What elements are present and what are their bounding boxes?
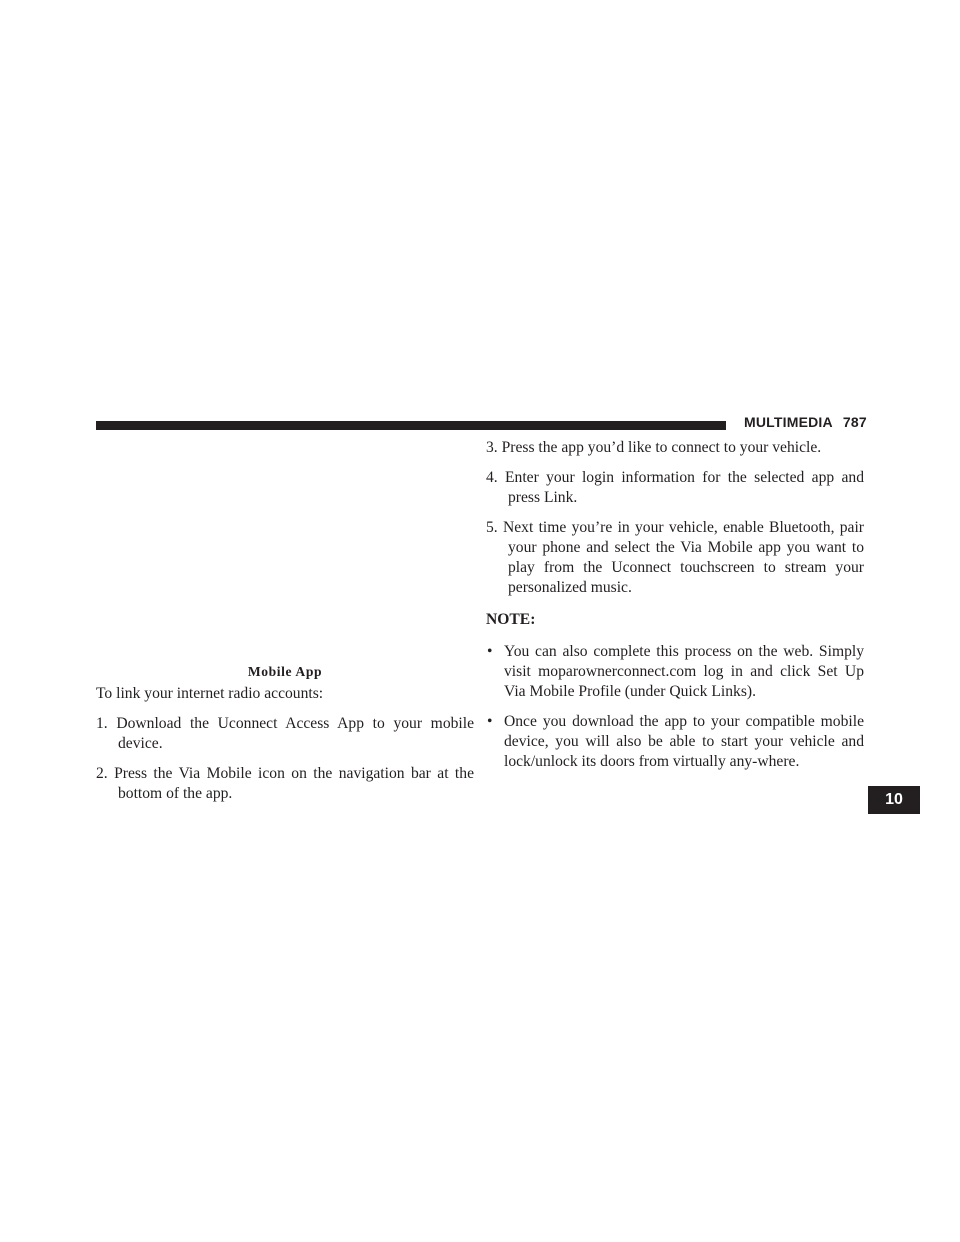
steps-list-left: [96, 714, 474, 804]
step-item: 3. Press the app you’d like to connect to your vehicle.: [486, 439, 822, 456]
bullet-icon: •: [487, 643, 493, 660]
figure-image: [96, 450, 474, 658]
right-column: [486, 438, 864, 782]
running-header: [744, 414, 867, 430]
note-bullet-item: [487, 712, 864, 772]
figure-caption: Mobile App: [247, 664, 323, 679]
step-item: 1. Download the Uconnect Access App to your mobile device.: [96, 715, 474, 752]
step-item: 2. Press the Via Mobile icon on the navigation bar at the bottom of the app.: [96, 765, 474, 802]
intro-text: To link your internet radio accounts:: [96, 685, 324, 702]
steps-list-right: [486, 438, 864, 598]
page-number: 787: [842, 414, 867, 430]
left-column: [96, 684, 474, 814]
section-title: MULTIMEDIA: [744, 414, 833, 430]
header-rule: [96, 421, 726, 430]
note-bullet-item: [487, 642, 864, 702]
note-bullets: [486, 642, 864, 772]
step-item: 4. Enter your login information for the selected app and press Link.: [486, 469, 864, 506]
chapter-tab: 10: [868, 786, 920, 814]
step-item: 5. Next time you’re in your vehicle, enable Bluetooth, pair your phone and select the Via Mobile app you want to play from the Uconnect touchscreen to stream your personalized music.: [486, 519, 864, 596]
note-bullet-text: Once you download the app to your compatible mobile device, you will also be able to start your vehicle and lock/unlock its doors from virtually any-where.: [504, 713, 864, 770]
note-heading: NOTE:: [486, 611, 536, 628]
note-bullet-text: You can also complete this process on the web. Simply visit moparownerconnect.com log in and click Set Up Via Mobile Profile (under Quick Links).: [504, 643, 864, 700]
bullet-icon: •: [487, 713, 493, 730]
